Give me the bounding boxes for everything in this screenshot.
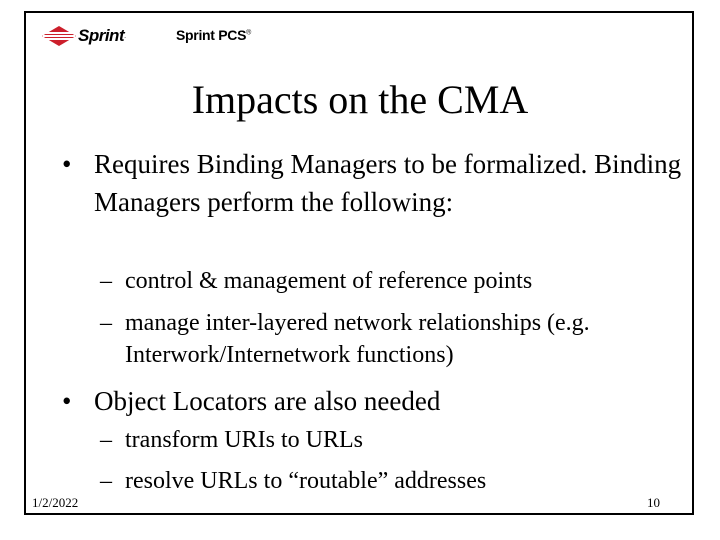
sprint-pcs-logo <box>176 27 251 43</box>
sprint-logo-mark: . <box>124 32 127 40</box>
bullet-text: Requires Binding Managers to be formalized. Binding Managers perform the following: <box>94 149 682 217</box>
sprint-diamond-icon <box>42 25 76 47</box>
dash-glyph: – <box>100 268 112 294</box>
footer-date: 1/2/2022 <box>32 495 79 510</box>
bullet-item <box>62 145 682 221</box>
sub-bullet-item <box>100 465 690 497</box>
sub-bullet-item <box>100 265 690 297</box>
bullet-text: Object Locators are also needed <box>94 386 441 416</box>
sub-bullet-text: manage inter-layered network relationships (e.g. Interwork/Internetwork functions) <box>125 310 590 368</box>
sprint-pcs-registered-mark: ® <box>246 29 251 37</box>
bullet-glyph: • <box>62 149 72 179</box>
sprint-logo-text: Sprint <box>78 26 125 45</box>
sprint-logo <box>42 24 126 48</box>
sub-bullet-item <box>100 424 690 456</box>
dash-glyph: – <box>100 427 112 453</box>
bullet-glyph: • <box>62 386 72 416</box>
sub-bullet-text: transform URIs to URLs <box>125 427 363 453</box>
sub-bullet-item <box>100 307 690 371</box>
sub-bullet-text: resolve URLs to “routable” addresses <box>125 468 487 494</box>
bullet-item <box>62 382 682 420</box>
sprint-pcs-logo-text: Sprint PCS <box>176 27 247 43</box>
sub-bullet-text: control & management of reference points <box>125 268 533 294</box>
dash-glyph: – <box>100 468 112 494</box>
footer-page-number: 10 <box>647 495 660 510</box>
dash-glyph: – <box>100 310 112 336</box>
slide-title: Impacts on the CMA <box>191 77 529 122</box>
